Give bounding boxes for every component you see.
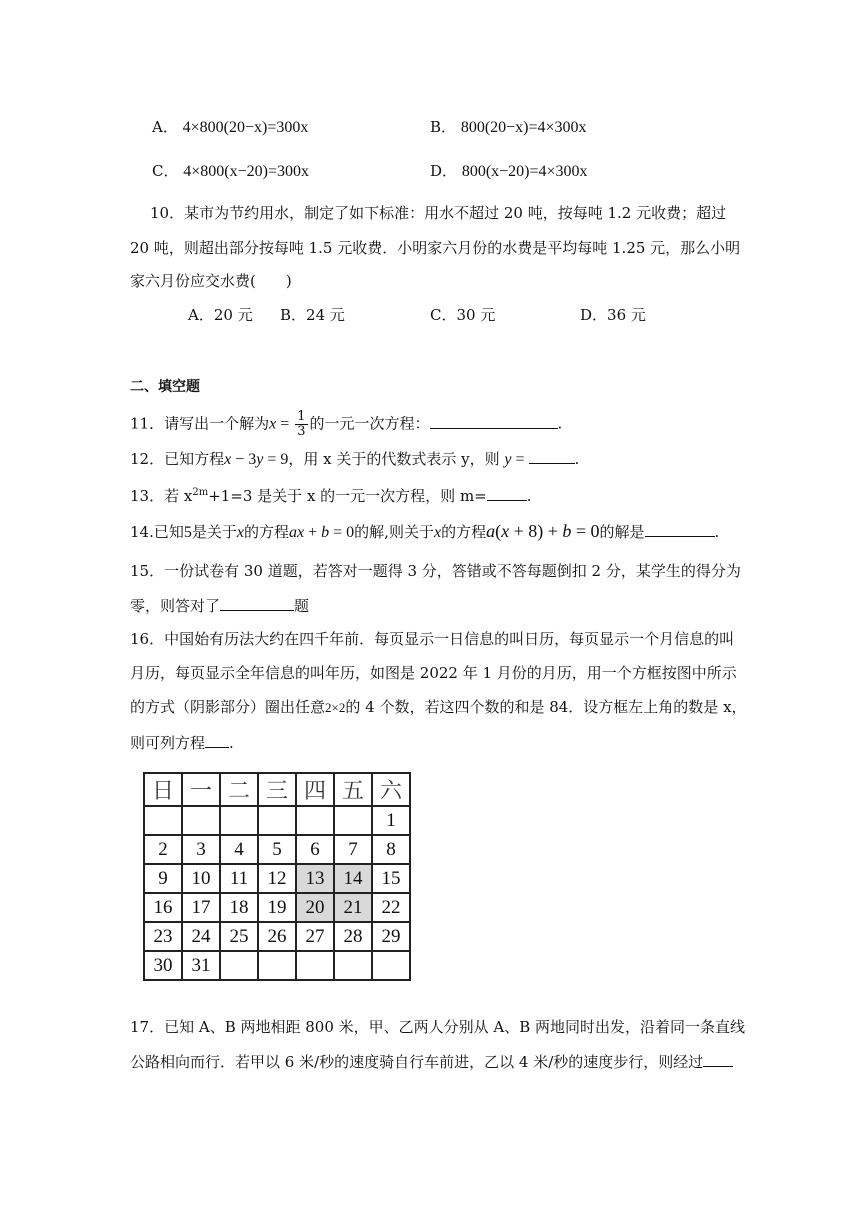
calendar-day-cell: 27	[296, 922, 334, 951]
calendar-day-cell: 10	[182, 864, 220, 893]
q10-line-3: 家六月份应交水费( )	[130, 272, 292, 290]
calendar-day-cell: 26	[258, 922, 296, 951]
calendar-day-cell	[334, 806, 372, 835]
answer-blank	[205, 731, 229, 748]
period: .	[229, 734, 234, 752]
calendar-day-cell: 18	[220, 893, 258, 922]
q10-line-1: 10．某市为节约用水，制定了如下标准：用水不超过 20 吨，按每吨 1.2 元收费；超过	[150, 204, 727, 222]
calendar-week-row	[144, 951, 410, 980]
q15-prefix: 零，则答对了	[130, 597, 221, 615]
q10-option-a: A．20 元	[188, 306, 253, 324]
q15-line-1: 15．一份试卷有 30 道题，若答对一题得 3 分，答错或不答每题倒扣 2 分，某学生的得分为	[130, 562, 741, 580]
fraction-one-third: $\frac{1}{3}$	[297, 409, 306, 439]
q16-math: 2×2	[325, 700, 346, 715]
calendar-day-cell: 4	[220, 835, 258, 864]
answer-blank	[529, 447, 575, 464]
option-label: C．	[152, 162, 179, 180]
q17-line-1: 17．已知 A、B 两地相距 800 米，甲、乙两人分别从 A、B 两地同时出发，沿着同一条直线	[130, 1018, 746, 1036]
calendar-day-cell: 6	[296, 835, 334, 864]
calendar-day-cell: 1	[372, 806, 410, 835]
option-formula: 800(20−x)=4×300x	[460, 119, 587, 136]
calendar-week-row	[144, 806, 410, 835]
q16-prefix: 则可列方程	[130, 734, 206, 752]
q11-suffix: 的一元一次方程：	[309, 414, 430, 433]
calendar-day-cell: 9	[144, 864, 182, 893]
q13-middle: +1=3 是关于 x 的一元一次方程，则 m=	[208, 487, 487, 505]
q16-line-2: 月历，每页显示全年信息的叫年历，如图是 2022 年 1 月份的月历，用一个方框按图中所示	[130, 664, 737, 682]
q9-option-c	[152, 160, 309, 181]
calendar-weekday: 三	[258, 773, 296, 806]
calendar-day-cell	[258, 806, 296, 835]
calendar-day-cell: 19	[258, 893, 296, 922]
calendar-day-cell: 25	[220, 922, 258, 951]
period: .	[557, 414, 563, 433]
calendar-header-row	[144, 773, 410, 806]
calendar-weekday: 四	[296, 773, 334, 806]
calendar-day-cell: 21	[334, 893, 372, 922]
q14-text: 的解,则关于	[354, 523, 434, 541]
q10-line-2: 20 吨，则超出部分按每吨 1.5 元收费．小明家六月份的水费是平均每吨 1.25 元，那么小明	[130, 239, 741, 257]
calendar-weekday: 二	[220, 773, 258, 806]
exponent: 2m	[192, 487, 209, 498]
q15-suffix: 题	[294, 597, 310, 615]
calendar-day-cell: 5	[258, 835, 296, 864]
q16-line-1: 16．中国始有历法大约在四千年前．每页显示一日信息的叫日历，每页显示一个月信息的叫	[130, 630, 735, 648]
q17-line-2	[130, 1050, 733, 1073]
calendar-day-cell	[182, 806, 220, 835]
option-formula: 4×800(x−20)=300x	[183, 163, 309, 180]
answer-blank	[487, 484, 527, 501]
calendar-weekday: 五	[334, 773, 372, 806]
answer-blank	[645, 520, 715, 537]
calendar-day-cell: 24	[182, 922, 220, 951]
answer-blank	[220, 594, 294, 611]
calendar-day-cell: 17	[182, 893, 220, 922]
q12-middle: ，用 x 关于的代数式表示 y，则	[288, 450, 500, 468]
calendar-day-cell: 31	[182, 951, 220, 980]
q12-prefix: 12．已知方程	[130, 450, 225, 468]
q9-option-b	[430, 116, 587, 137]
calendar-day-cell: 12	[258, 864, 296, 893]
option-formula: 800(x−20)=4×300x	[461, 163, 588, 180]
calendar-day-cell	[296, 951, 334, 980]
calendar-day-cell	[144, 806, 182, 835]
calendar-day-cell: 29	[372, 922, 410, 951]
q16-suffix: 的 4 个数，若这四个数的和是 84．设方框左上角的数是 x，	[345, 698, 747, 716]
calendar-day-cell: 15	[372, 864, 410, 893]
answer-blank	[430, 412, 558, 429]
q16-line-3	[130, 696, 747, 719]
calendar-day-cell: 20	[296, 893, 334, 922]
calendar-day-cell	[220, 806, 258, 835]
calendar-day-cell: 28	[334, 922, 372, 951]
calendar-day-cell: 13	[296, 864, 334, 893]
period: .	[526, 487, 532, 505]
q14-text: 是关于	[191, 523, 237, 541]
calendar-week-row	[144, 893, 410, 922]
q9-option-a	[152, 116, 308, 137]
calendar-day-cell: 8	[372, 835, 410, 864]
q12: 12．已知方程x − 3y = 9，用 x 关于的代数式表示 y，则 y = .	[130, 447, 579, 471]
calendar-day-cell: 3	[182, 835, 220, 864]
calendar-week-row	[144, 922, 410, 951]
calendar-day-cell: 2	[144, 835, 182, 864]
q11: 11．请写出一个解为x = $\frac{1}{3}$ 的一元一次方程： .	[130, 409, 563, 439]
q11-prefix: 11．请写出一个解为	[130, 414, 270, 433]
q10-option-b: B．24 元	[280, 306, 345, 324]
q16-line-4	[130, 731, 234, 754]
period: .	[574, 450, 580, 468]
q14-text: 14.已知	[130, 523, 184, 541]
option-label: A．	[152, 118, 178, 136]
calendar-weekday: 一	[182, 773, 220, 806]
calendar-day-cell: 11	[220, 864, 258, 893]
calendar-weekday: 日	[144, 773, 182, 806]
q13-prefix: 13．若 x	[130, 487, 193, 505]
period: .	[714, 523, 720, 541]
calendar-day-cell: 22	[372, 893, 410, 922]
calendar-day-cell: 7	[334, 835, 372, 864]
calendar-day-cell: 14	[334, 864, 372, 893]
q14-text: 的解是	[599, 523, 645, 541]
calendar-table	[143, 772, 411, 981]
calendar-day-cell: 16	[144, 893, 182, 922]
calendar-day-cell: 23	[144, 922, 182, 951]
q14-text: 的方程	[441, 523, 487, 541]
calendar-week-row	[144, 864, 410, 893]
q16-prefix: 的方式（阴影部分）圈出任意	[130, 698, 326, 716]
calendar-weekday: 六	[372, 773, 410, 806]
calendar-day-cell	[372, 951, 410, 980]
q14: 14.已知5是关于x的方程ax + b = 0的解,则关于x的方程a(x + 8) + b = 0的解是 .	[130, 521, 720, 541]
section-heading: 二、填空题	[130, 379, 200, 395]
q15-line-2	[130, 594, 309, 617]
q13	[130, 482, 532, 507]
q10-option-c: C．30 元	[430, 306, 496, 324]
calendar-day-cell	[258, 951, 296, 980]
q10-option-d: D．36 元	[580, 306, 646, 324]
calendar-day-cell: 30	[144, 951, 182, 980]
option-formula: 4×800(20−x)=300x	[182, 119, 309, 136]
option-label: B．	[430, 118, 457, 136]
q9-option-d	[430, 160, 588, 181]
calendar-week-row	[144, 835, 410, 864]
calendar-day-cell	[296, 806, 334, 835]
q14-text: 的方程	[243, 523, 289, 541]
answer-blank	[703, 1050, 733, 1067]
calendar-day-cell	[220, 951, 258, 980]
q17-text: 公路相向而行．若甲以 6 米/秒的速度骑自行车前进，乙以 4 米/秒的速度步行，则经过	[130, 1053, 704, 1071]
calendar-day-cell	[334, 951, 372, 980]
option-label: D．	[430, 162, 458, 180]
